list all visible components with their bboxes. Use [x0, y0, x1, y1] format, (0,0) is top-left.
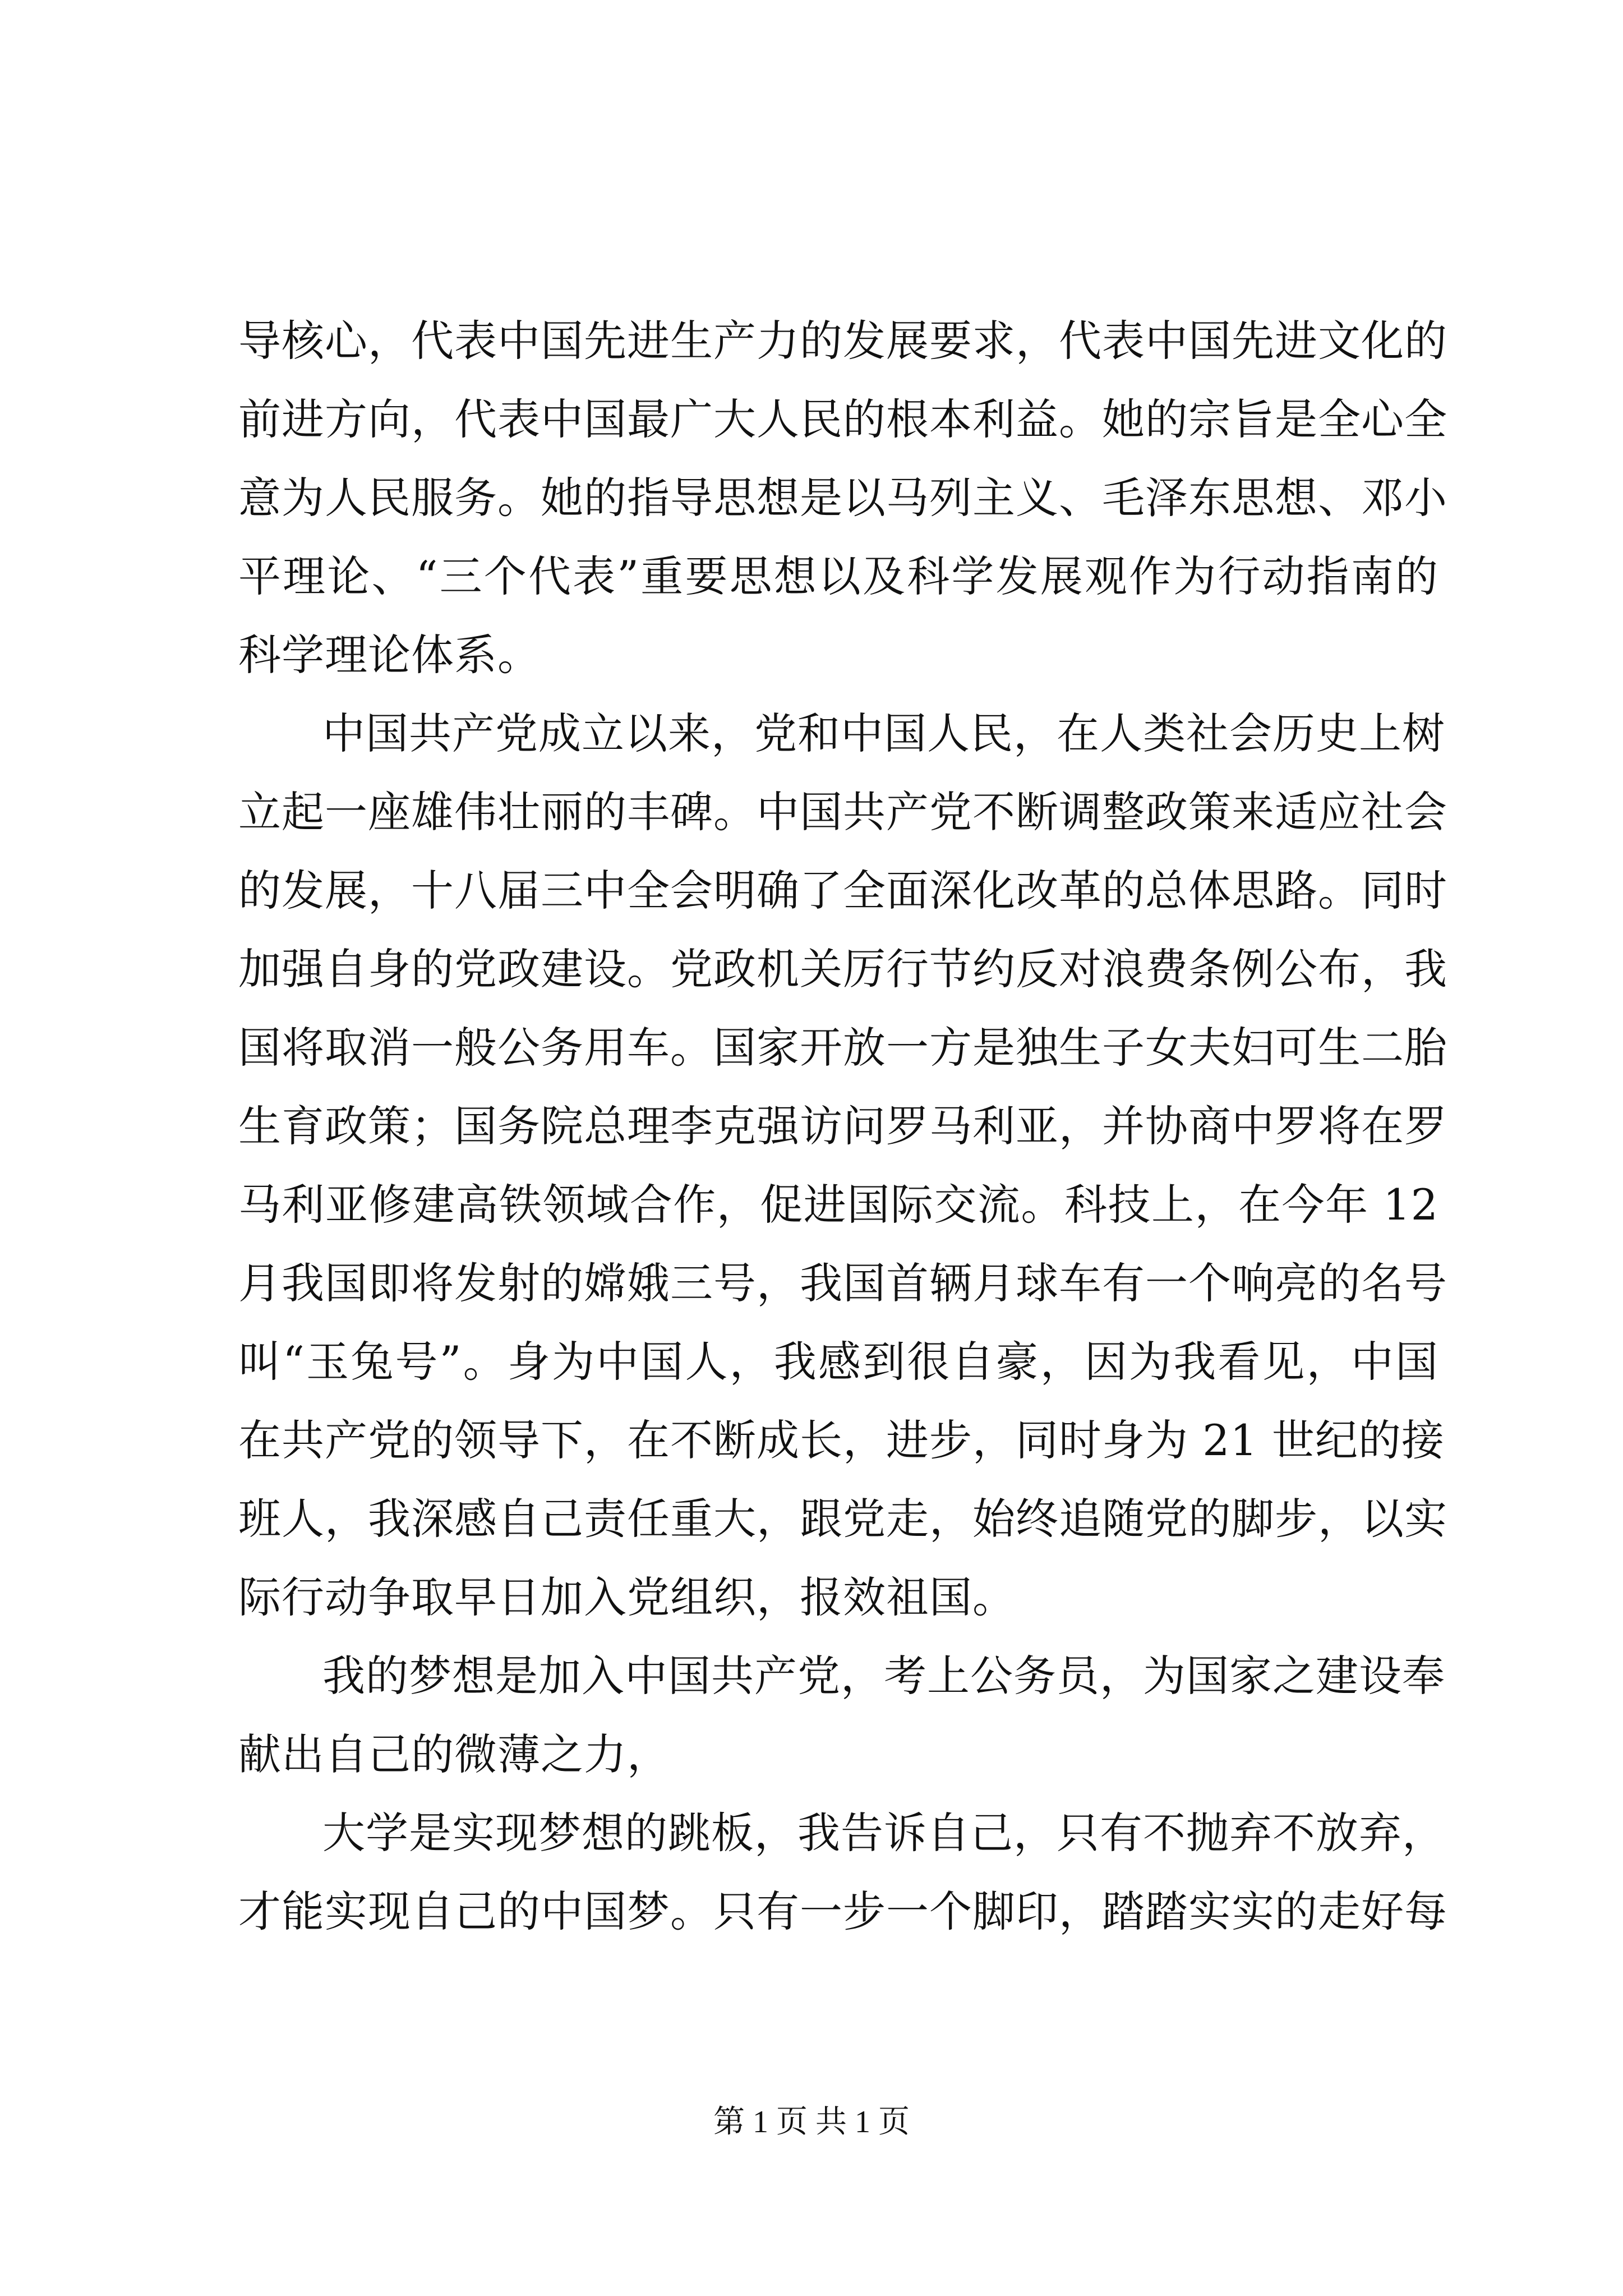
text-line: 班人，我深感自己责任重大，跟党走，始终追随党的脚步，以实: [238, 1494, 1447, 1544]
paragraph-first-line: 中国共产党成立以来，党和中国人民，在人类社会历史上树: [322, 708, 1445, 758]
text-line: 马利亚修建高铁领域合作，促进国际交流。科技上，在今年 12: [238, 1180, 1438, 1230]
text-line: 在共产党的领导下，在不断成长，进步，同时身为 21 世纪的接: [238, 1415, 1445, 1465]
text-line: 科学理论体系。: [238, 630, 541, 680]
text-line: 前进方向，代表中国最广大人民的根本利益。她的宗旨是全心全: [238, 394, 1447, 444]
document-body: [238, 302, 1447, 1951]
text-line: 加强自身的党政建设。党政机关厉行节约反对浪费条例公布，我: [238, 944, 1447, 994]
text-line: 意为人民服务。她的指导思想是以马列主义、毛泽东思想、邓小: [238, 473, 1447, 523]
text-line: 导核心，代表中国先进生产力的发展要求，代表中国先进文化的: [238, 316, 1447, 366]
text-line: 平理论、“三个代表”重要思想以及科学发展观作为行动指南的: [238, 551, 1438, 601]
text-line: 际行动争取早日加入党组织，报效祖国。: [238, 1572, 1016, 1622]
text-line: 的发展，十八届三中全会明确了全面深化改革的总体思路。同时: [238, 866, 1447, 915]
paragraph-first-line: 我的梦想是加入中国共产党，考上公务员，为国家之建设奉: [322, 1651, 1445, 1701]
paragraph-first-line: 大学是实现梦想的跳板，我告诉自己，只有不抛弃不放弃，: [322, 1808, 1445, 1858]
text-line: 叫“玉兔号”。身为中国人，我感到很自豪，因为我看见，中国: [238, 1337, 1438, 1387]
text-line: 月我国即将发射的嫦娥三号，我国首辆月球车有一个响亮的名号: [238, 1258, 1447, 1308]
text-line: 才能实现自己的中国梦。只有一步一个脚印，踏踏实实的走好每: [238, 1887, 1447, 1936]
text-line: 生育政策；国务院总理李克强访问罗马利亚，并协商中罗将在罗: [238, 1101, 1447, 1151]
page-number-footer: 第 1 页 共 1 页: [713, 2105, 910, 2139]
text-line: 国将取消一般公务用车。国家开放一方是独生子女夫妇可生二胎: [238, 1023, 1447, 1073]
text-line: 立起一座雄伟壮丽的丰碑。中国共产党不断调整政策来适应社会: [238, 787, 1447, 837]
text-line: 献出自己的微薄之力，: [238, 1729, 670, 1779]
